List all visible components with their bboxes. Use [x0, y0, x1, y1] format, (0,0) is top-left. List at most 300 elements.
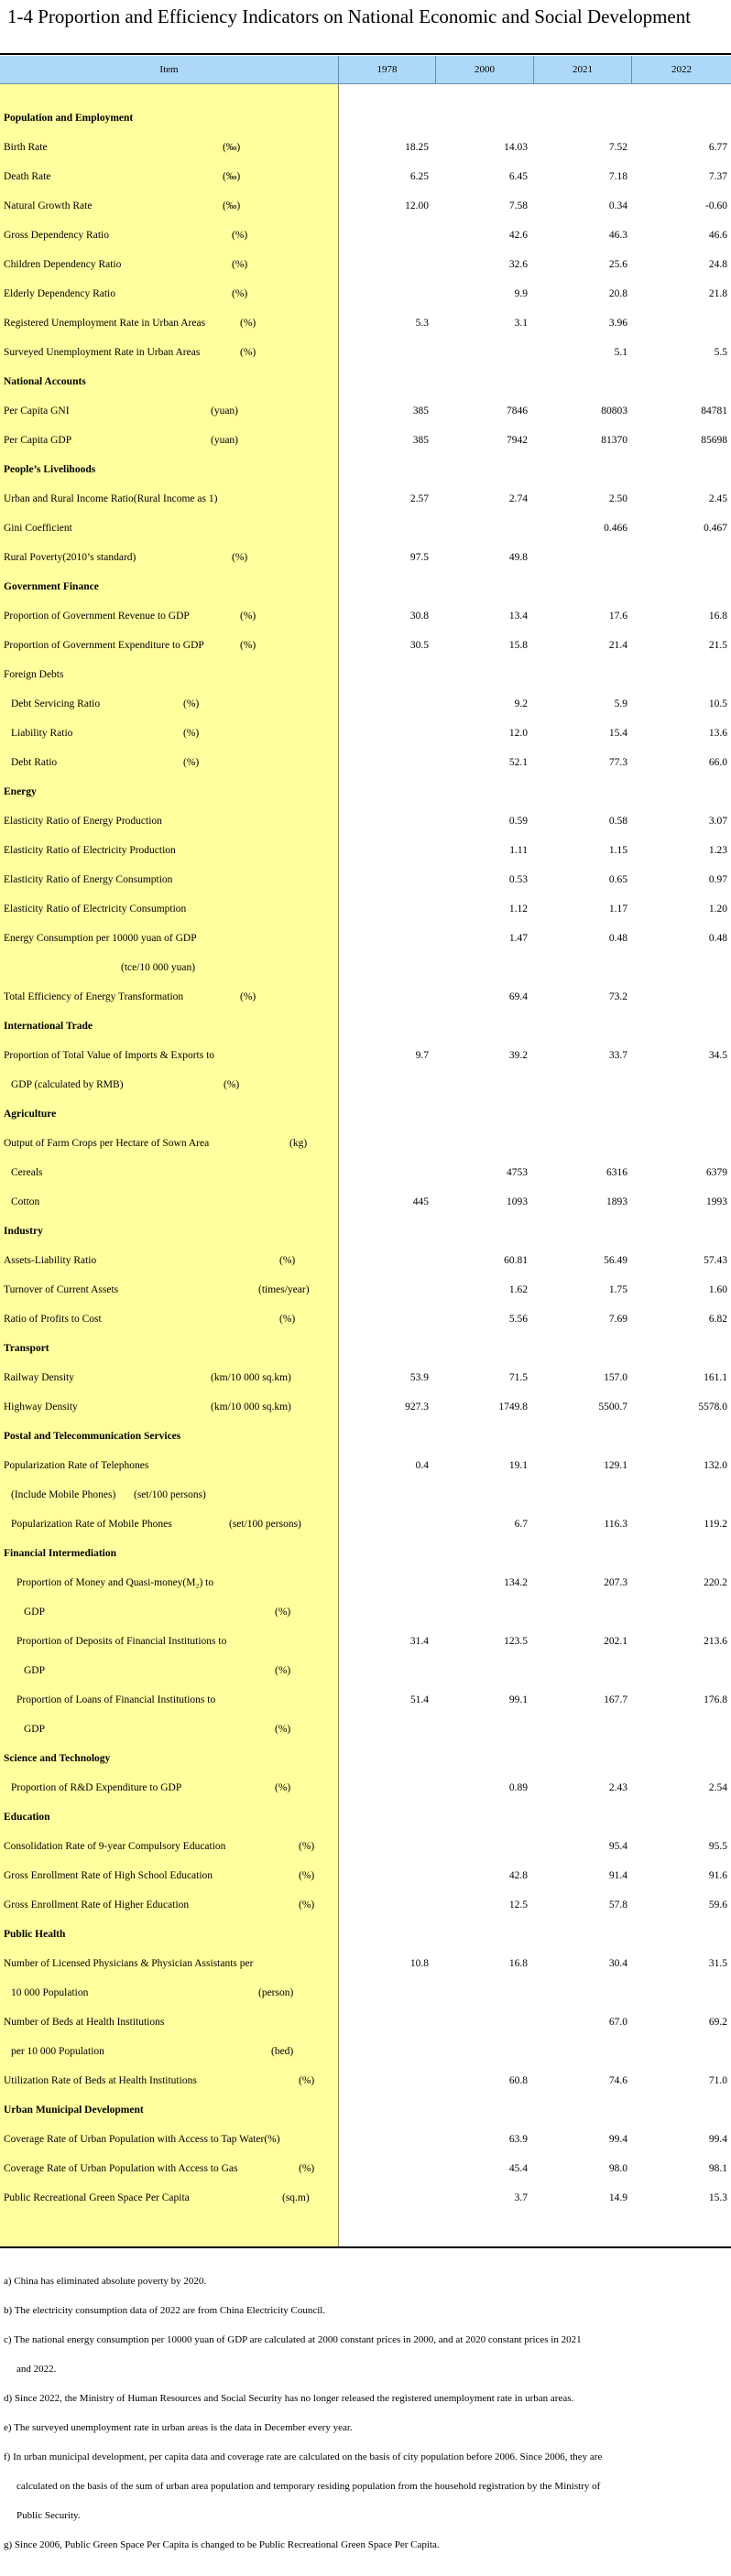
table-row	[0, 192, 731, 220]
table-row	[0, 1188, 731, 1216]
value-1978	[337, 1071, 429, 1099]
row-unit: (times/year)	[258, 1284, 310, 1295]
footnote: g) Since 2006, Public Green Space Per Capita is changed to be Public Recreational Green Space Per Capita.	[4, 2539, 440, 2550]
table-row	[0, 837, 731, 864]
value-2021: 25.6	[608, 259, 627, 270]
table-row	[0, 163, 731, 190]
table-row	[0, 602, 731, 630]
value-2000: 39.2	[508, 1050, 528, 1061]
value-1978	[337, 1481, 429, 1509]
row-label: Energy Consumption per 10000 yuan of GDP	[4, 933, 197, 944]
value-2022: 13.6	[708, 728, 727, 739]
value-2000: 12.0	[508, 728, 528, 739]
value-2021: 33.7	[608, 1050, 627, 1061]
table-row	[0, 2126, 731, 2153]
section-header	[0, 1540, 731, 1567]
table-row	[0, 1686, 731, 1714]
value-2022: 46.6	[708, 230, 727, 241]
value-2022: 161.1	[704, 1372, 727, 1383]
table-row	[0, 2184, 731, 2212]
value-2000	[436, 1071, 528, 1099]
value-2000: 7846	[507, 406, 528, 417]
table-row	[0, 2008, 731, 2036]
value-1978	[337, 1979, 429, 2007]
value-2022	[636, 1716, 727, 1743]
row-label: Foreign Debts	[4, 669, 64, 680]
header-item: Item	[0, 56, 339, 83]
table-row	[0, 632, 731, 659]
value-2021: 1.17	[608, 904, 627, 915]
table-row	[0, 690, 731, 718]
footnote: d) Since 2022, the Ministry of Human Resources and Social Security has no longer released the registered unemployment rate in urban areas.	[4, 2393, 574, 2404]
value-2021	[536, 1130, 627, 1157]
row-label: Cotton	[11, 1196, 40, 1207]
row-label: Gross Enrollment Rate of High School Education	[4, 1870, 213, 1881]
row-unit: (%)	[299, 1841, 315, 1852]
row-label: GDP	[24, 1665, 46, 1676]
section-title: Education	[4, 1812, 50, 1823]
value-2000: 3.1	[514, 318, 528, 329]
value-1978	[337, 2126, 429, 2153]
value-2021: 167.7	[604, 1694, 627, 1705]
value-1978	[337, 720, 429, 747]
table-row	[0, 1042, 731, 1069]
value-2022	[636, 544, 727, 571]
value-2022: 1993	[706, 1196, 727, 1207]
row-unit: (%)	[240, 640, 256, 651]
row-unit: (km/10 000 sq.km)	[211, 1372, 291, 1383]
row-label: Coverage Rate of Urban Population with Access to Gas	[4, 2163, 238, 2174]
header-2000: 2000	[436, 56, 534, 83]
bottom-rule	[0, 2246, 731, 2248]
row-unit: (yuan)	[211, 406, 239, 417]
row-unit: (%)	[299, 1900, 315, 1910]
table-row	[0, 2155, 731, 2182]
value-1978	[337, 807, 429, 835]
value-2022: 0.97	[708, 874, 727, 885]
value-2022: 6.82	[708, 1314, 727, 1325]
row-unit: (sq.m)	[282, 2192, 310, 2203]
table-row	[0, 1569, 731, 1596]
row-label: Elasticity Ratio of Electricity Production	[4, 845, 176, 856]
footnote: f) In urban municipal development, per capita data and coverage rate are calculated on the basis of city population before 2006. Since 2006, they are	[4, 2452, 603, 2462]
value-2022	[636, 1481, 727, 1509]
row-unit: (%)	[183, 698, 200, 709]
row-label: Gini Coefficient	[4, 523, 72, 534]
value-2021: 99.4	[608, 2134, 627, 2145]
row-unit: (%)	[279, 1255, 296, 1266]
value-2022: 10.5	[708, 698, 727, 709]
value-2000: 1.62	[508, 1284, 528, 1295]
value-1978	[337, 866, 429, 893]
row-unit: (%)	[183, 757, 200, 768]
section-header	[0, 104, 731, 132]
table-row	[0, 1833, 731, 1860]
value-2000: 1.12	[508, 904, 528, 915]
table-row	[0, 485, 731, 513]
row-unit: (bed)	[271, 2046, 294, 2057]
value-2022: 99.4	[708, 2134, 727, 2145]
value-2021: 0.65	[608, 874, 627, 885]
value-2000: 19.1	[508, 1460, 528, 1471]
value-2021: 202.1	[604, 1636, 627, 1647]
value-2022: 31.5	[708, 1958, 727, 1969]
footnote: e) The surveyed unemployment rate in urban areas is the data in December every year.	[4, 2422, 353, 2433]
row-label: GDP (calculated by RMB)	[11, 1079, 124, 1090]
value-2000: 1093	[507, 1196, 528, 1207]
value-2022	[636, 1657, 727, 1684]
value-2000	[436, 1833, 528, 1860]
section-header	[0, 1012, 731, 1040]
value-1978: 0.4	[415, 1460, 429, 1471]
row-label: Popularization Rate of Mobile Phones	[11, 1519, 172, 1530]
section-title: Energy	[4, 786, 37, 797]
row-unit: (%)	[275, 1665, 291, 1676]
value-2000: 15.8	[508, 640, 528, 651]
value-2000: 69.4	[508, 991, 528, 1002]
footnote: Public Security.	[16, 2510, 81, 2521]
value-2021: 20.8	[608, 288, 627, 299]
footnote: and 2022.	[16, 2364, 57, 2375]
value-2021: 0.34	[608, 200, 627, 211]
value-2021: 81370	[601, 435, 627, 446]
value-2021: 67.0	[608, 2017, 627, 2028]
table-row	[0, 1716, 731, 1743]
row-label: Urban and Rural Income Ratio(Rural Income as 1)	[4, 493, 218, 504]
row-label: Number of Licensed Physicians & Physician Assistants per	[4, 1958, 254, 1969]
value-2000: 123.5	[504, 1636, 528, 1647]
section-header	[0, 1803, 731, 1831]
value-2000: 0.59	[508, 816, 528, 827]
table-row	[0, 397, 731, 425]
value-2000: 7.58	[508, 200, 528, 211]
row-label: Liability Ratio	[11, 728, 73, 739]
row-unit: (%)	[232, 259, 248, 270]
value-2022: 220.2	[704, 1577, 727, 1588]
value-2021: 207.3	[604, 1577, 627, 1588]
value-1978: 10.8	[409, 1958, 429, 1969]
value-1978	[337, 954, 429, 981]
table-row	[0, 1364, 731, 1391]
value-1978	[337, 514, 429, 542]
row-unit: (kg)	[289, 1138, 308, 1149]
row-label: Per Capita GNI	[4, 406, 70, 417]
value-1978	[337, 1510, 429, 1538]
value-1978	[337, 690, 429, 718]
top-rule	[0, 53, 731, 55]
row-label: Coverage Rate of Urban Population with Access to Tap Water(%)	[4, 2134, 280, 2145]
value-2000: 99.1	[508, 1694, 528, 1705]
row-label: (Include Mobile Phones)	[11, 1489, 116, 1500]
row-label: Assets-Liability Ratio	[4, 1255, 97, 1266]
value-2022: 24.8	[708, 259, 727, 270]
value-1978: 445	[412, 1196, 429, 1207]
row-unit: (‰)	[223, 142, 241, 153]
row-unit: (%)	[183, 728, 200, 739]
row-label: Children Dependency Ratio	[4, 259, 122, 270]
value-1978	[337, 837, 429, 864]
row-label: Proportion of Government Revenue to GDP	[4, 611, 190, 622]
row-unit: (%)	[299, 2075, 315, 2086]
value-2022	[636, 661, 727, 688]
value-2021: 7.52	[608, 142, 627, 153]
table-row	[0, 309, 731, 337]
row-unit: (%)	[232, 552, 248, 563]
row-unit: (km/10 000 sq.km)	[211, 1402, 291, 1412]
value-2000: 6.7	[514, 1519, 528, 1530]
table-row	[0, 134, 731, 161]
value-2022: 84781	[701, 406, 727, 417]
value-2022: 0.48	[708, 933, 727, 944]
row-label: Highway Density	[4, 1402, 78, 1412]
value-1978	[337, 1891, 429, 1919]
header-2021: 2021	[534, 56, 632, 83]
value-1978	[337, 280, 429, 308]
row-label: Birth Rate	[4, 142, 48, 153]
value-1978: 31.4	[409, 1636, 429, 1647]
value-1978: 9.7	[415, 1050, 429, 1061]
section-title: Science and Technology	[4, 1753, 111, 1764]
row-label: Rural Poverty(2010’s standard)	[4, 552, 136, 563]
value-2000: 71.5	[508, 1372, 528, 1383]
value-1978: 385	[412, 435, 429, 446]
value-1978: 18.25	[405, 142, 429, 153]
value-2021: 7.69	[608, 1314, 627, 1325]
table-row	[0, 514, 731, 542]
value-2021: 30.4	[608, 1958, 627, 1969]
row-label: Elasticity Ratio of Energy Consumption	[4, 874, 173, 885]
row-label: Elderly Dependency Ratio	[4, 288, 115, 299]
footnote: b) The electricity consumption data of 2022 are from China Electricity Council.	[4, 2305, 326, 2316]
row-label: Total Efficiency of Energy Transformation	[4, 991, 184, 1002]
row-label: Consolidation Rate of 9-year Compulsory Education	[4, 1841, 226, 1852]
value-2000	[436, 954, 528, 981]
value-2000: 16.8	[508, 1958, 528, 1969]
table-row	[0, 1481, 731, 1509]
table-row	[0, 427, 731, 454]
row-unit: (tce/10 000 yuan)	[121, 962, 196, 973]
row-unit: (set/100 persons)	[134, 1489, 206, 1500]
value-1978	[337, 339, 429, 366]
section-title: Postal and Telecommunication Services	[4, 1431, 181, 1442]
value-2022: 69.2	[708, 2017, 727, 2028]
value-1978: 385	[412, 406, 429, 417]
value-1978	[337, 1774, 429, 1802]
value-2022: 1.23	[708, 845, 727, 856]
value-1978	[337, 1276, 429, 1304]
value-2021: 0.58	[608, 816, 627, 827]
value-1978	[337, 661, 429, 688]
value-2021: 116.3	[604, 1519, 627, 1530]
section-header	[0, 1100, 731, 1128]
section-header	[0, 778, 731, 806]
table-row	[0, 1159, 731, 1186]
row-label: Proportion of R&D Expenditure to GDP	[11, 1782, 182, 1793]
value-2022	[636, 1130, 727, 1157]
value-2000: 9.2	[514, 698, 528, 709]
value-2021: 5.9	[614, 698, 627, 709]
value-1978: 30.5	[409, 640, 429, 651]
section-title: Transport	[4, 1343, 49, 1354]
section-header	[0, 1335, 731, 1362]
row-label: Per Capita GDP	[4, 435, 72, 446]
row-label: per 10 000 Population	[11, 2046, 104, 2057]
value-2022: 5578.0	[698, 1402, 727, 1412]
value-2022: 132.0	[704, 1460, 727, 1471]
row-unit: (‰)	[223, 200, 241, 211]
table-row	[0, 1891, 731, 1919]
row-unit: (%)	[275, 1782, 291, 1793]
table-row	[0, 251, 731, 278]
value-2022: 71.0	[708, 2075, 727, 2086]
section-header	[0, 368, 731, 395]
table-row	[0, 807, 731, 835]
value-2022: 91.6	[708, 1870, 727, 1881]
row-unit: (set/100 persons)	[229, 1519, 301, 1530]
value-1978	[337, 1862, 429, 1889]
value-2022: 6.77	[708, 142, 727, 153]
row-label: 10 000 Population	[11, 1987, 89, 1998]
row-label: Proportion of Money and Quasi-money(M₂) to	[16, 1577, 214, 1588]
row-label: Turnover of Current Assets	[4, 1284, 119, 1295]
value-2000: 1749.8	[498, 1402, 528, 1412]
value-1978: 97.5	[409, 552, 429, 563]
value-1978	[337, 983, 429, 1011]
table-row	[0, 925, 731, 952]
row-unit: (%)	[240, 611, 256, 622]
row-label: Proportion of Government Expenditure to GDP	[4, 640, 204, 651]
value-1978	[337, 1716, 429, 1743]
value-2021: 6316	[606, 1167, 627, 1178]
value-2021	[536, 1598, 627, 1626]
table-header	[0, 56, 731, 84]
row-unit: (%)	[232, 288, 248, 299]
value-2022	[636, 2038, 727, 2065]
value-2021: 3.96	[608, 318, 627, 329]
value-1978	[337, 2155, 429, 2182]
value-1978	[337, 2038, 429, 2065]
table-row	[0, 749, 731, 776]
value-2021: 1.75	[608, 1284, 627, 1295]
row-label: Utilization Rate of Beds at Health Institutions	[4, 2075, 197, 2086]
row-unit: (%)	[232, 230, 248, 241]
value-1978	[337, 925, 429, 952]
row-unit: (‰)	[223, 171, 241, 182]
value-1978	[337, 749, 429, 776]
row-label: GDP	[24, 1724, 46, 1735]
value-2021: 1.15	[608, 845, 627, 856]
section-header	[0, 1218, 731, 1245]
value-2000	[436, 1979, 528, 2007]
value-1978	[337, 1130, 429, 1157]
value-2021: 56.49	[604, 1255, 627, 1266]
value-1978	[337, 1159, 429, 1186]
value-2022	[636, 983, 727, 1011]
row-label: Popularization Rate of Telephones	[4, 1460, 149, 1471]
value-2021: 57.8	[608, 1900, 627, 1910]
value-2022: 95.5	[708, 1841, 727, 1852]
value-2021: 2.43	[608, 1782, 627, 1793]
value-1978	[337, 222, 429, 249]
value-1978	[337, 251, 429, 278]
value-2000: 52.1	[508, 757, 528, 768]
value-2000: 5.56	[508, 1314, 528, 1325]
table-row	[0, 1657, 731, 1684]
table-row	[0, 1979, 731, 2007]
value-2022: 1.60	[708, 1284, 727, 1295]
value-2022	[636, 1071, 727, 1099]
value-2021: 73.2	[608, 991, 627, 1002]
row-label: Elasticity Ratio of Energy Production	[4, 816, 162, 827]
table-row	[0, 954, 731, 981]
value-2022: 98.1	[708, 2163, 727, 2174]
value-2022: 0.467	[704, 523, 727, 534]
table-row	[0, 1598, 731, 1626]
value-2022: 7.37	[708, 171, 727, 182]
section-header	[0, 1423, 731, 1450]
table-row	[0, 544, 731, 571]
value-2022	[636, 309, 727, 337]
value-2022: 34.5	[708, 1050, 727, 1061]
value-2021	[536, 661, 627, 688]
table-row	[0, 983, 731, 1011]
row-label: Natural Growth Rate	[4, 200, 93, 211]
value-1978: 51.4	[409, 1694, 429, 1705]
table-row	[0, 2038, 731, 2065]
value-1978: 2.57	[409, 493, 429, 504]
section-title: Public Health	[4, 1929, 66, 1940]
value-2000: 2.74	[508, 493, 528, 504]
value-2021: 129.1	[604, 1460, 627, 1471]
value-2022: 2.54	[708, 1782, 727, 1793]
value-2000: 4753	[507, 1167, 528, 1178]
value-2022: 6379	[706, 1167, 727, 1178]
value-1978	[337, 895, 429, 923]
header-1978: 1978	[339, 56, 436, 83]
footnote: a) China has eliminated absolute poverty by 2020.	[4, 2276, 207, 2287]
table-row	[0, 1774, 731, 1802]
header-2022: 2022	[671, 64, 692, 75]
value-2021: 2.50	[608, 493, 627, 504]
table-row	[0, 1510, 731, 1538]
value-2000: 9.9	[514, 288, 528, 299]
table-row	[0, 1452, 731, 1479]
section-title: Industry	[4, 1226, 43, 1237]
value-2021: 91.4	[608, 1870, 627, 1881]
row-unit: (%)	[299, 2163, 315, 2174]
row-unit: (%)	[299, 1870, 315, 1881]
section-title: Urban Municipal Development	[4, 2105, 144, 2116]
value-2021: 1893	[606, 1196, 627, 1207]
value-2021	[536, 1657, 627, 1684]
value-2000	[436, 1598, 528, 1626]
value-2000	[436, 339, 528, 366]
value-2021	[536, 1716, 627, 1743]
value-2021: 5.1	[614, 347, 627, 358]
value-1978	[337, 2184, 429, 2212]
table-row	[0, 895, 731, 923]
value-2000: 3.7	[514, 2192, 528, 2203]
value-2000: 60.8	[508, 2075, 528, 2086]
row-unit: (%)	[240, 347, 256, 358]
row-label: Death Rate	[4, 171, 51, 182]
value-2021: 15.4	[608, 728, 627, 739]
table-row	[0, 280, 731, 308]
row-label: Output of Farm Crops per Hectare of Sown Area	[4, 1138, 210, 1149]
value-2000: 42.8	[508, 1870, 528, 1881]
value-2022: 176.8	[704, 1694, 727, 1705]
value-1978	[337, 1598, 429, 1626]
